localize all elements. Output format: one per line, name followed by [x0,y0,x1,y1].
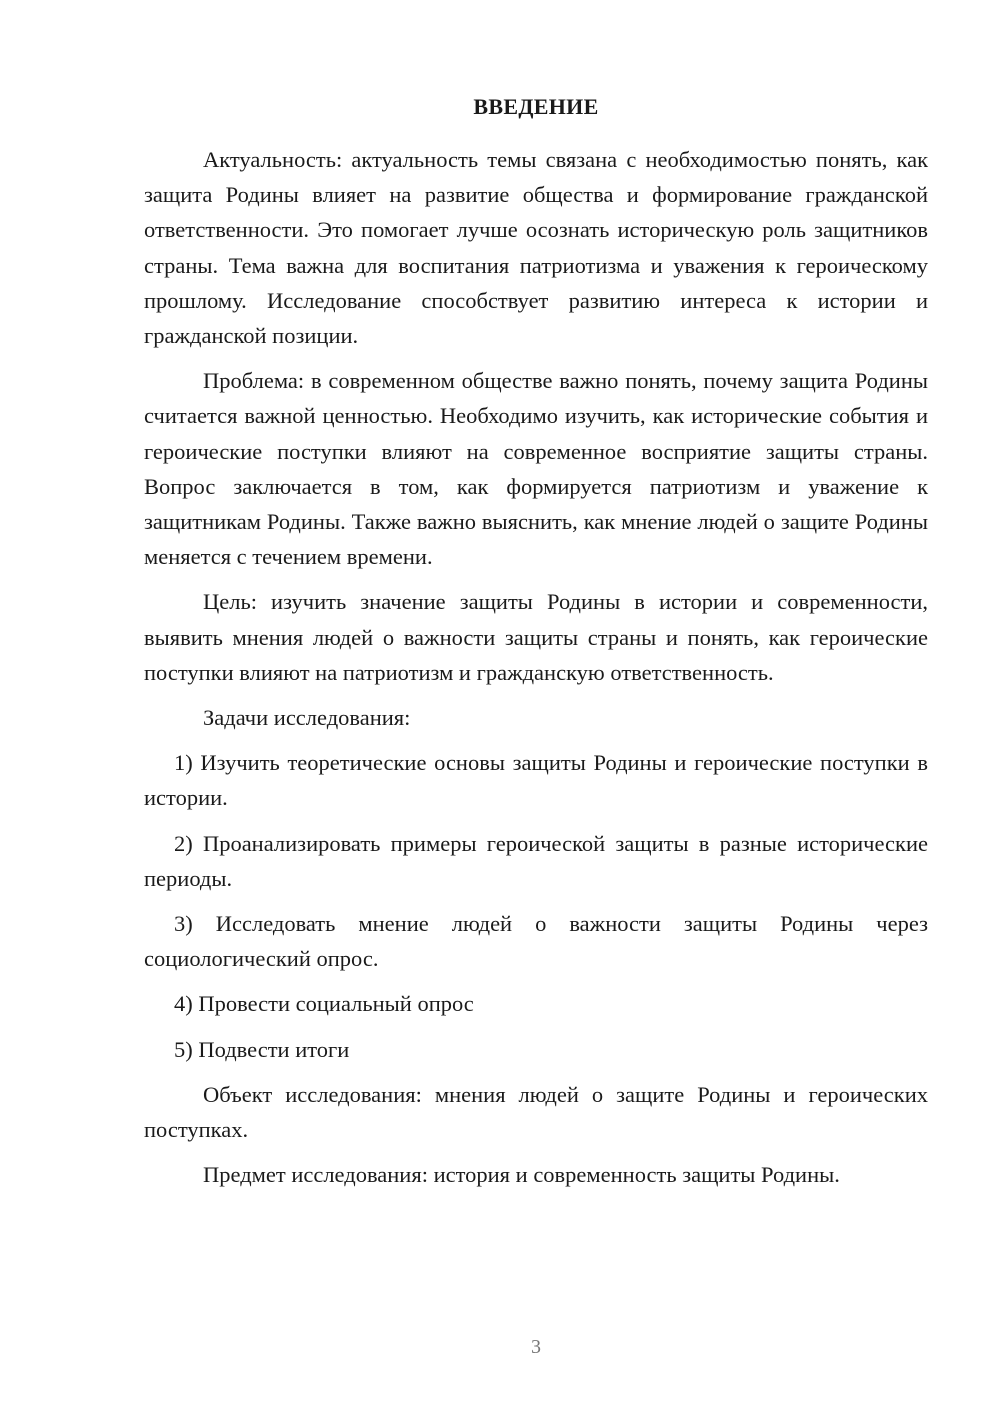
task-item-1: 1) Изучить теоретические основы защиты Родины и героические поступки в истории. [144,750,928,811]
task-item-5: 5) Подвести итоги [174,1036,350,1062]
page-content [144,92,928,1202]
section-title: ВВЕДЕНИЕ [473,94,599,119]
task-item-4: 4) Провести социальный опрос [174,991,474,1017]
research-subject-paragraph: Предмет исследования: история и современность защиты Родины. [203,1162,840,1188]
goal-paragraph: Цель: изучить значение защиты Родины в истории и современности, выявить мнения людей о важности защиты страны и понять, как героические поступки влияют на патриотизм и гражданскую ответственность. [144,589,928,685]
task-item-2: 2) Проанализировать примеры героической защиты в разные исторические периоды. [144,830,928,891]
task-item-3: 3) Исследовать мнение людей о важности защиты Родины через социологический опрос. [144,911,928,972]
tasks-heading: Задачи исследования: [203,705,411,731]
relevance-paragraph: Актуальность: актуальность темы связана с необходимостью понять, как защита Родины влияет на развитие общества и формирование гражданской ответственности. Это помогает лучше осознать историческую роль защитников страны. Тема важна для воспитания патриотизма и уважения к героическому прошлому. Исследование способствует развитию интереса к истории и гражданской позиции. [144,147,928,349]
problem-paragraph: Проблема: в современном обществе важно понять, почему защита Родины считается важной ценностью. Необходимо изучить, как исторические события и героические поступки влияют на современное восприятие защиты страны. Вопрос заключается в том, как формируется патриотизм и уважение к защитникам Родины. Также важно выяснить, как мнение людей о защите Родины меняется с течением времени. [144,368,928,570]
research-object-paragraph: Объект исследования: мнения людей о защите Родины и героических поступках. [144,1081,928,1143]
page-number: 3 [531,1336,541,1358]
